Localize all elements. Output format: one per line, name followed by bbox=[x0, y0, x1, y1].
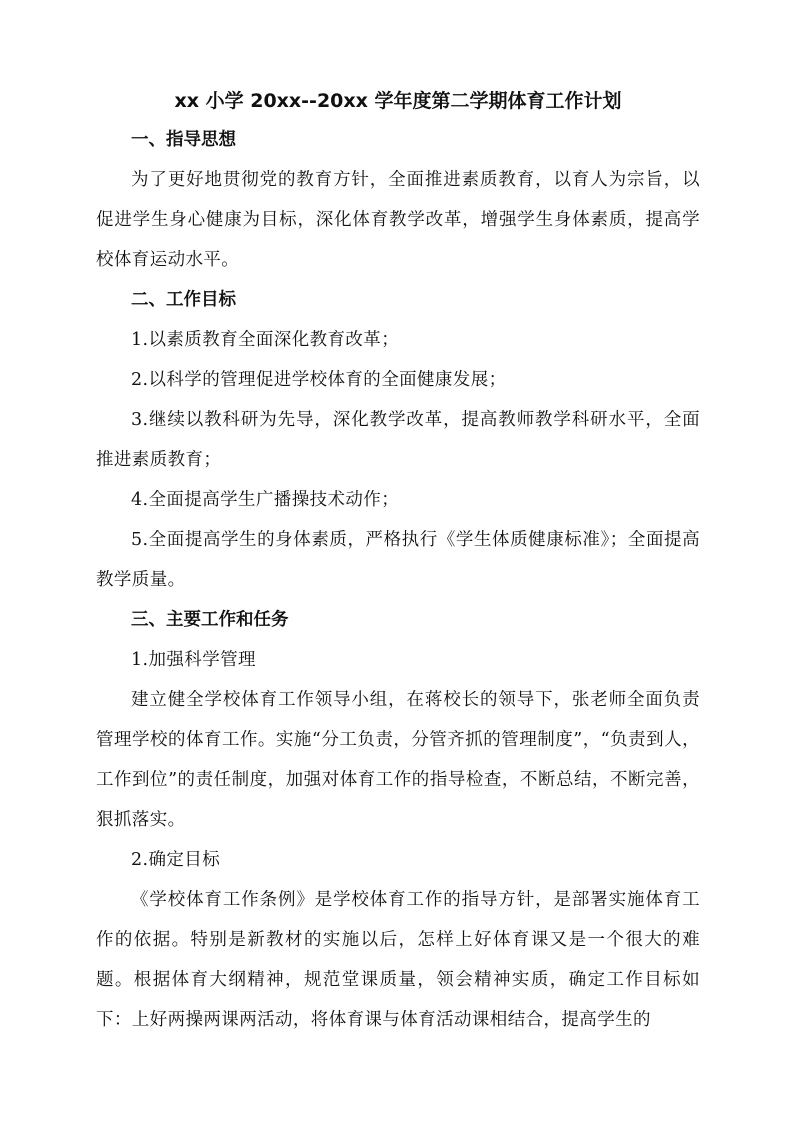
goal-item-5: 5.全面提高学生的身体素质，严格执行《学生体质健康标准》；全面提高教学质量。 bbox=[96, 530, 700, 590]
subsection-title-management: 1.加强科学管理 bbox=[131, 650, 256, 670]
document-body bbox=[96, 84, 700, 1040]
section-heading-main-tasks: 三、主要工作和任务 bbox=[131, 610, 289, 630]
subsection-paragraph-management: 建立健全学校体育工作领导小组，在蒋校长的领导下，张老师全面负责管理学校的体育工作。实施“分工负责，分管齐抓的管理制度”，“负责到人，工作到位”的责任制度，加强对体育工作的指导检查，不断总结，不断完善，狠抓落实。 bbox=[96, 690, 700, 830]
section-heading-guiding-ideology: 一、指导思想 bbox=[131, 130, 236, 150]
section-paragraph-guiding-ideology: 为了更好地贯彻党的教育方针，全面推进素质教育，以育人为宗旨，以促进学生身心健康为目标，深化体育教学改革，增强学生身体素质，提高学校体育运动水平。 bbox=[96, 170, 700, 270]
subsection-title-goals: 2.确定目标 bbox=[131, 850, 221, 870]
goal-item-2: 2.以科学的管理促进学校体育的全面健康发展； bbox=[131, 370, 507, 390]
document-title: xx 小学 20xx--20xx 学年度第二学期体育工作计划 bbox=[174, 90, 622, 112]
goal-item-1: 1.以素质教育全面深化教育改革； bbox=[131, 330, 400, 350]
section-heading-work-goals: 二、工作目标 bbox=[131, 290, 236, 310]
subsection-paragraph-goals: 《学校体育工作条例》是学校体育工作的指导方针，是部署实施体育工作的依据。特别是新教材的实施以后，怎样上好体育课又是一个很大的难题。根据体育大纲精神，规范堂课质量，领会精神实质，确定工作目标如下：上好两操两课两活动，将体育课与体育活动课相结合，提高学生的 bbox=[96, 890, 700, 1030]
goal-item-4: 4.全面提高学生广播操技术动作； bbox=[131, 490, 400, 510]
goal-item-3: 3.继续以教科研为先导，深化教学改革，提高教师教学科研水平，全面推进素质教育； bbox=[96, 410, 700, 470]
